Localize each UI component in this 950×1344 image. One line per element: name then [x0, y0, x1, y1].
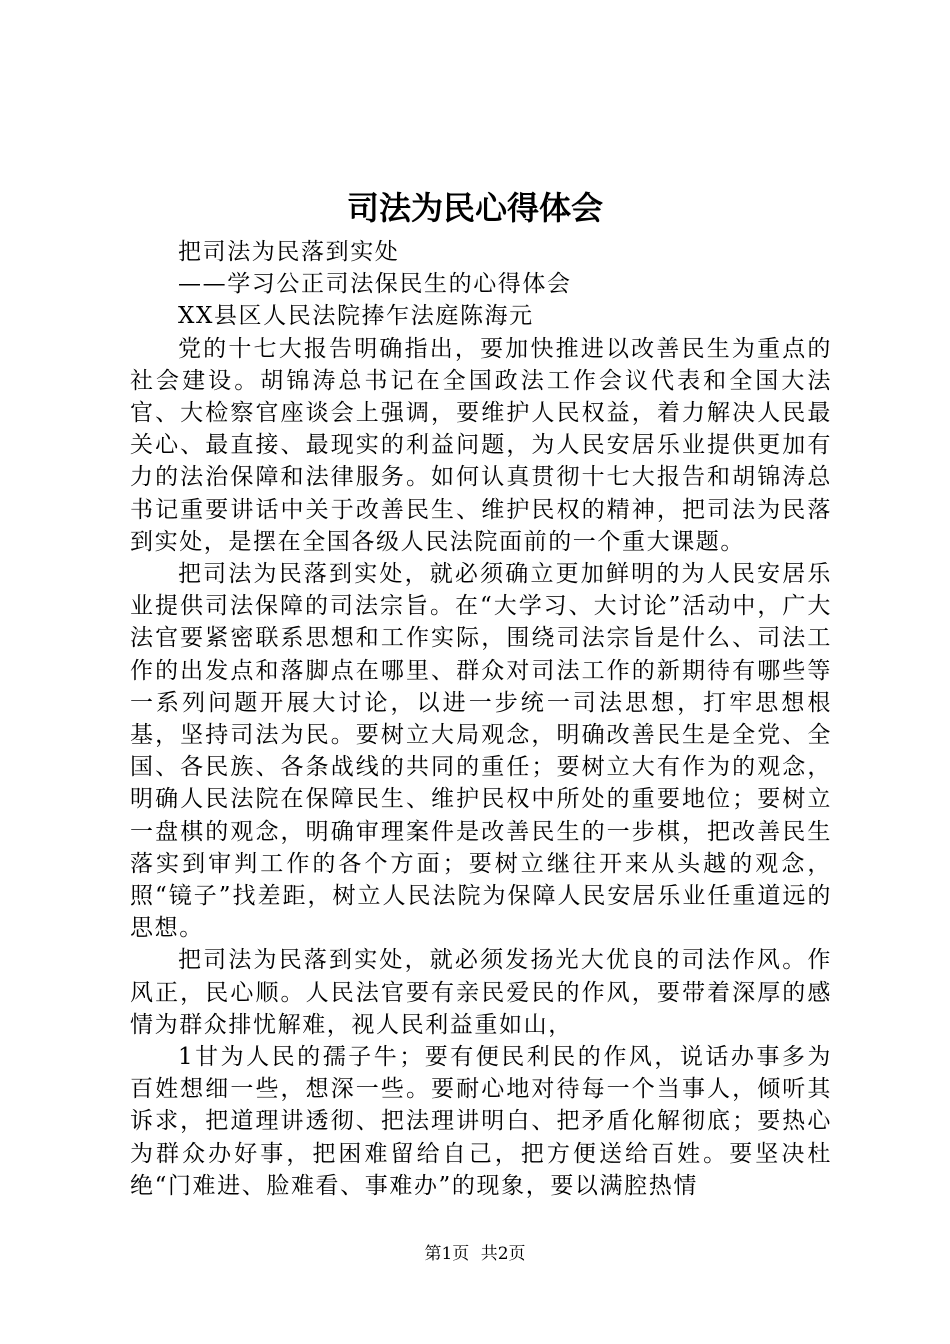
page-number: 第1页: [424, 1244, 470, 1264]
body-paragraph: 把司法为民落到实处，就必须确立更加鲜明的为人民安居乐业提供司法保障的司法宗旨。在“大学习、大讨论”活动中，广大法官要紧密联系思想和工作实际，围绕司法宗旨是什么、司法工作的出发点和落脚点在哪里、群众对司法工作的新期待有哪些等一系列问题开展大讨论，以进一步统一司法思想，打牢思想根基，坚持司法为民。要树立大局观念，明确改善民生是全党、全国、各民族、各条战线的共同的重任；要树立大有作为的观念，明确人民法院在保障民生、维护民权中所处的重要地位；要树立一盘棋的观念，明确审理案件是改善民生的一步棋，把改善民生落实到审判工作的各个方面；要树立继往开来从头越的观念，照“镜子”找差距，树立人民法院为保障人民安居乐业任重道远的思想。: [130, 561, 832, 942]
subtitle-line: 把司法为民落到实处: [178, 239, 400, 265]
page-footer: [0, 1243, 950, 1265]
body-paragraph: 1甘为人民的孺子牛；要有便民利民的作风，说话办事多为百姓想细一些，想深一些。要耐心地对待每一个当事人，倾听其诉求，把道理讲透彻、把法理讲明白、把矛盾化解彻底；要热心为群众办好事，把困难留给自己，把方便送给百姓。要坚决杜绝“门难进、脸难看、事难办”的现象，要以满腔热情: [130, 1044, 832, 1199]
document-title: 司法为民心得体会: [346, 189, 603, 227]
author-line: XX县区人民法院捧乍法庭陈海元: [178, 303, 534, 330]
document-body: [130, 236, 832, 1202]
subtitle-line: ——学习公正司法保民生的心得体会: [178, 271, 572, 298]
page-total: 共2页: [480, 1244, 526, 1264]
body-paragraph: 把司法为民落到实处，就必须发扬光大优良的司法作风。作风正，民心顺。人民法官要有亲民爱民的作风，要带着深厚的感情为群众排忧解难，视人民利益重如山，: [130, 947, 832, 1038]
body-paragraph: 党的十七大报告明确指出，要加快推进以改善民生为重点的社会建设。胡锦涛总书记在全国政法工作会议代表和全国大法官、大检察官座谈会上强调，要维护人民权益，着力解决人民最关心、最直接、最现实的利益问题，为人民安居乐业提供更加有力的法治保障和法律服务。如何认真贯彻十七大报告和胡锦涛总书记重要讲话中关于改善民生、维护民权的精神，把司法为民落到实处，是摆在全国各级人民法院面前的一个重大课题。: [130, 335, 832, 555]
